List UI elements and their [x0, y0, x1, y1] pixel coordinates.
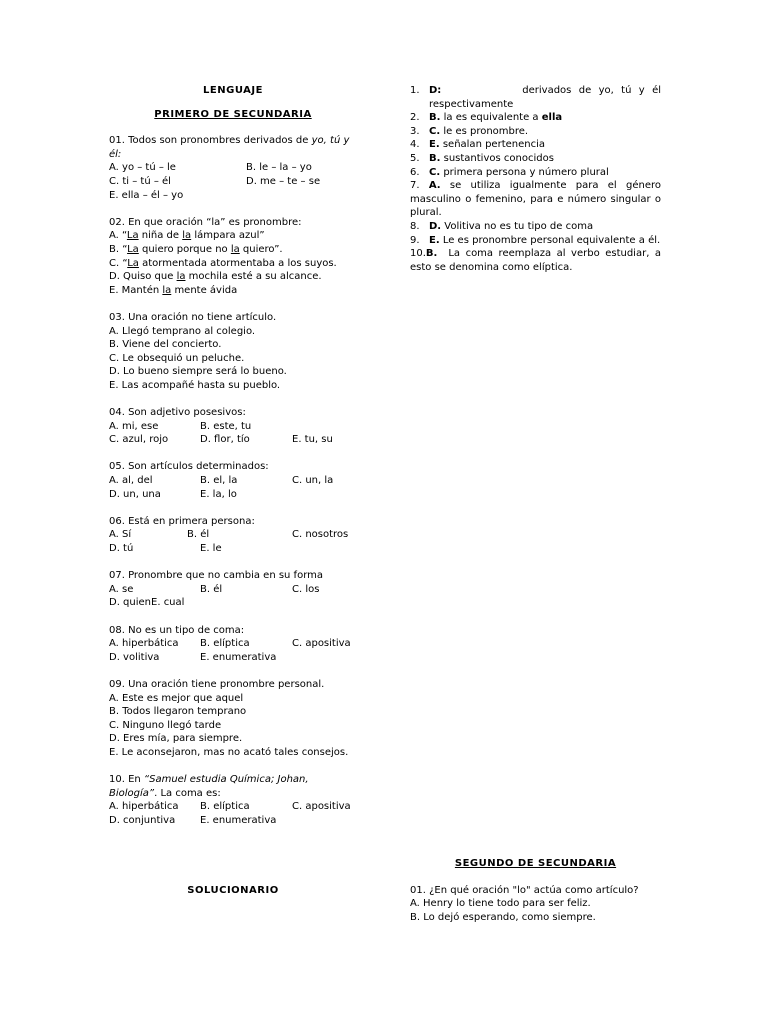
question-stem: 06. Está en primera persona:: [109, 515, 255, 527]
section-segundo: [410, 857, 661, 924]
option-a: A. Henry lo tiene todo para ser feliz.: [410, 898, 591, 910]
option-e: E. ella – él – yo: [109, 189, 184, 201]
question-02: [109, 216, 357, 298]
option-c: C. apositiva: [292, 638, 351, 650]
question-03: [109, 311, 357, 393]
option-e: E. enumerativa: [200, 814, 277, 826]
section-heading-primero: PRIMERO DE SECUNDARIA: [154, 108, 312, 120]
option-d: D. volitiva: [109, 651, 160, 663]
question-stem: 01. Todos son pronombres derivados de yo, tú y él:: [109, 135, 350, 160]
option-d: D. Eres mía, para siempre.: [109, 733, 243, 745]
answer-5: 5. B. sustantivos conocidos: [410, 152, 554, 164]
option-c: C. un, la: [292, 475, 334, 487]
option-e: E. Mantén la mente ávida: [109, 284, 238, 296]
question-07: [109, 569, 357, 610]
option-d: D. conjuntiva: [109, 814, 176, 826]
section-heading-solucionario: SOLUCIONARIO: [187, 885, 279, 896]
option-a: A. Este es mejor que aquel: [109, 692, 244, 704]
answer-1: 1. D: derivados de yo, tú y él respectivamente: [410, 85, 661, 110]
left-column: [109, 84, 357, 841]
option-c: C. ti – tú – él: [109, 175, 171, 187]
option-e: E. la, lo: [200, 488, 237, 500]
option-b: B. él: [187, 529, 210, 541]
option-c: C. azul, rojo: [109, 434, 169, 446]
option-a: A. mi, ese: [109, 420, 159, 432]
question-stem: 03. Una oración no tiene artículo.: [109, 311, 277, 323]
answer-6: 6. C. primera persona y número plural: [410, 166, 609, 178]
question-stem: 09. Una oración tiene pronombre personal.: [109, 678, 325, 690]
document-title: LENGUAJE: [203, 85, 263, 96]
option-b: B. Lo dejó esperando, como siempre.: [410, 911, 596, 923]
answer-7: 7. A. se utiliza igualmente para el género masculino o femenino, para e número singular o plural.: [410, 180, 661, 219]
option-e: E. tu, su: [292, 434, 333, 446]
option-b: B. le – la – yo: [246, 162, 312, 174]
question-stem: 10. En “Samuel estudia Química; Johan, Biología”. La coma es:: [109, 774, 309, 799]
option-d: D. tú: [109, 543, 134, 554]
section-heading-segundo: SEGUNDO DE SECUNDARIA: [454, 858, 617, 869]
option-a: A. Llegó temprano al colegio.: [109, 325, 256, 337]
option-a: A. se: [109, 583, 134, 595]
question-05: [109, 460, 357, 501]
answer-3: 3. C. le es pronombre.: [410, 125, 529, 137]
answer-2: 2. B. la es equivalente a ella: [410, 112, 563, 124]
answer-8: 8. D. Volitiva no es tu tipo de coma: [410, 220, 594, 232]
option-b: B. “La quiero porque no la quiero”.: [109, 243, 283, 255]
option-a: A. al, del: [109, 475, 153, 487]
question-10: [109, 773, 357, 827]
option-a: A. hiperbática: [109, 638, 179, 650]
option-e: E. le: [200, 543, 222, 554]
question-04: [109, 406, 357, 447]
option-a: A. hiperbática: [109, 801, 179, 813]
option-c: C. “La atormentada atormentaba a los suyos.: [109, 257, 337, 269]
question-stem: 01. ¿En qué oración "lo" actúa como artículo?: [410, 884, 639, 896]
option-b: B. elíptica: [200, 638, 250, 650]
option-c: C. los: [292, 583, 320, 595]
question-09: [109, 678, 357, 760]
option-a: A. yo – tú – le: [109, 162, 176, 174]
answer-9: 9. E. Le es pronombre personal equivalente a él.: [410, 234, 661, 246]
question-stem: 08. No es un tipo de coma:: [109, 624, 245, 636]
answer-key-column: [410, 84, 661, 274]
option-b: B. elíptica: [200, 801, 250, 813]
answer-4: 4. E. señalan pertenencia: [410, 139, 545, 151]
question-06: [109, 515, 357, 556]
answer-10: 10.B. La coma reemplaza al verbo estudiar, a esto se denomina como elíptica.: [410, 248, 662, 273]
option-c: C. nosotros: [292, 529, 349, 541]
option-d: D. me – te – se: [246, 175, 321, 187]
option-e: E. Las acompañé hasta su pueblo.: [109, 379, 281, 391]
option-d: D. flor, tío: [200, 434, 250, 446]
question-stem: 05. Son artículos determinados:: [109, 461, 269, 473]
option-c: C. Ninguno llegó tarde: [109, 719, 222, 731]
option-c: C. Le obsequió un peluche.: [109, 352, 245, 364]
option-b: B. este, tu: [200, 420, 252, 432]
option-e: E. enumerativa: [200, 651, 277, 663]
option-a: A. “La niña de la lámpara azul”: [109, 230, 265, 242]
option-d: D. Quiso que la mochila esté a su alcance.: [109, 271, 322, 283]
option-b: B. el, la: [200, 475, 238, 487]
question-08: [109, 624, 357, 665]
question-stem: 07. Pronombre que no cambia en su forma: [109, 570, 324, 582]
option-b: B. Viene del concierto.: [109, 339, 222, 351]
question-stem: 04. Son adjetivo posesivos:: [109, 407, 246, 419]
option-d: D. un, una: [109, 488, 161, 500]
option-a: A. Sí: [109, 529, 132, 541]
question-01: [109, 134, 357, 202]
option-e: E. Le aconsejaron, mas no acató tales consejos.: [109, 746, 349, 758]
option-d: D. Lo bueno siempre será lo bueno.: [109, 366, 287, 378]
option-b: B. él: [200, 583, 223, 595]
option-d-e: D. quienE. cual: [109, 597, 185, 609]
option-c: C. apositiva: [292, 801, 351, 813]
question-stem: 02. En que oración “la” es pronombre:: [109, 216, 302, 228]
option-b: B. Todos llegaron temprano: [109, 706, 247, 718]
